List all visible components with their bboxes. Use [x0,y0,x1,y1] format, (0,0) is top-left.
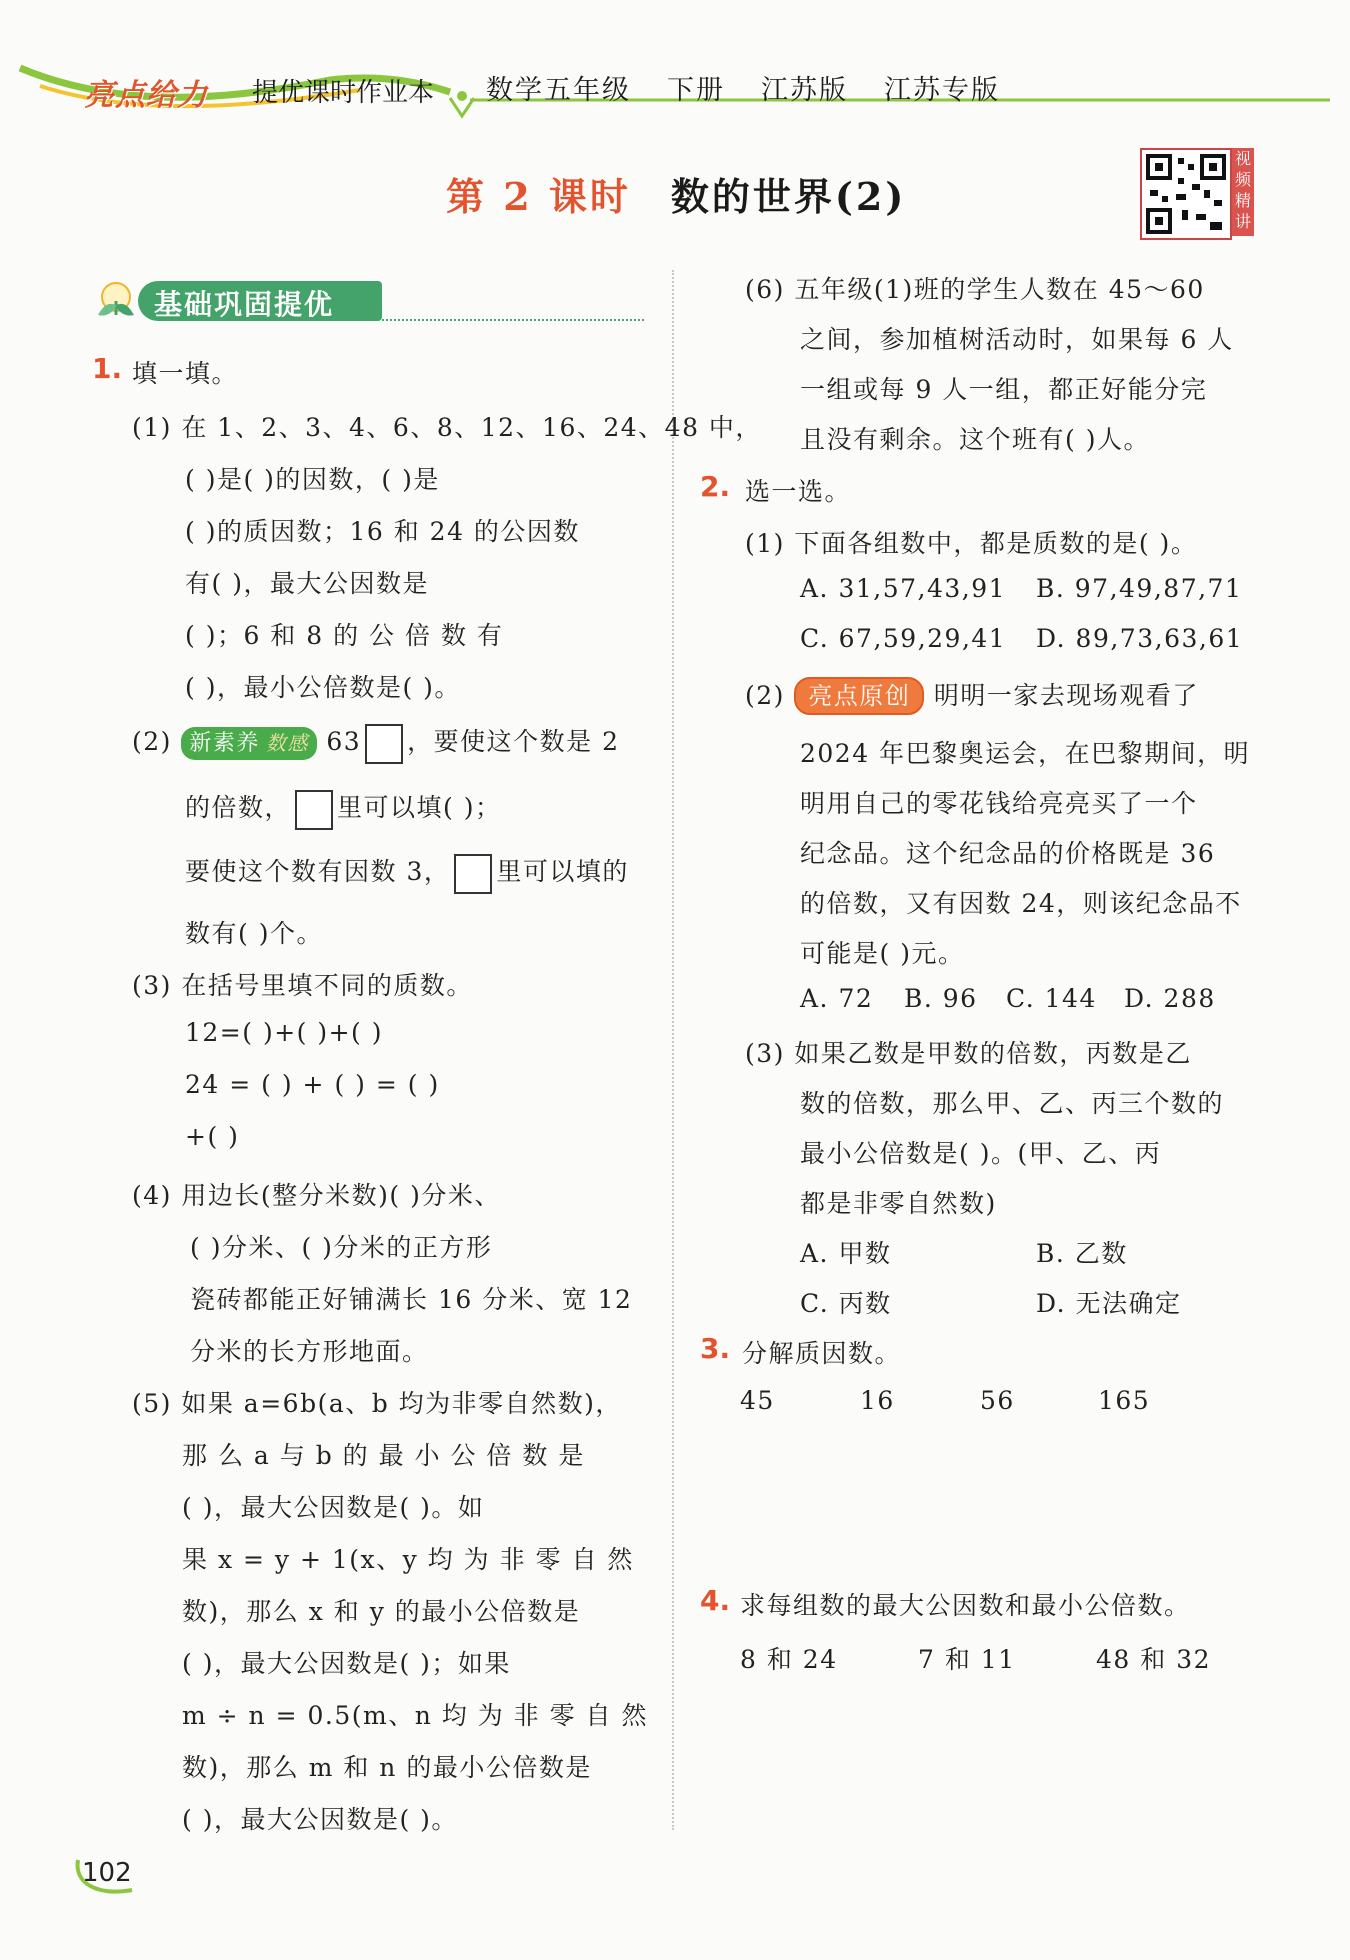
q1-2-text: 的倍数， [185,793,292,822]
tag-sub: 数感 [265,731,309,755]
q1-5-line: 果 x = y + 1(x、y 均 为 非 零 自 然 [182,1545,634,1574]
q1-2-label: (2) [132,727,172,756]
new-literacy-tag [181,727,317,760]
brand-logo: 亮点给力 [84,78,208,113]
q2-title: 选一选。 [745,477,852,506]
book-grade: 数学五年级 [486,75,631,106]
q1-5-line: 数)，那么 x 和 y 的最小公倍数是 [182,1597,581,1626]
q1-1-line: ( )，最小公倍数是( )。 [185,673,461,702]
q1-2-line2 [185,788,501,830]
q1-5-line: ( )，最大公因数是( )；如果 [182,1649,511,1678]
question-number-3: 3. [700,1332,731,1365]
qr-image [1140,148,1232,240]
qr-code[interactable] [1140,148,1250,236]
q4-item: 7 和 11 [918,1645,1016,1674]
option-a[interactable]: A. 72 [800,984,874,1013]
q3-title: 分解质因数。 [742,1339,902,1368]
book-info [486,68,1000,107]
q1-6-line: 一组或每 9 人一组，都正好能分完 [800,375,1208,404]
q1-1-line: ( )的质因数；16 和 24 的公因数 [185,517,580,546]
sprout-icon [92,275,140,327]
q2-2-text: 明明一家去现场观看了 [933,681,1199,710]
q2-3-line: 都是非零自然数) [800,1189,997,1218]
q1-4-line: ( )分米、( )分米的正方形 [190,1233,493,1262]
section-banner [92,275,644,327]
q1-2-line3 [185,852,629,894]
header [0,40,1350,150]
q2-1-stem: (1) 下面各组数中，都是质数的是( )。 [745,529,1198,558]
q1-6-line: (6) 五年级(1)班的学生人数在 45～60 [745,275,1205,304]
section-title: 基础巩固提优 [154,288,335,321]
q1-3-line: 12=( )+( )+( ) [185,1018,384,1047]
q1-3-line: 24 = ( ) + ( ) = ( ) [185,1070,440,1099]
lesson-number: 第 2 课时 [446,174,631,219]
q1-2-line4: 数有( )个。 [185,919,323,948]
q2-2-line: 明用自己的零花钱给亮亮买了一个 [800,789,1198,818]
option-a[interactable]: A. 31,57,43,91 [800,574,1007,603]
answer-box[interactable] [365,724,403,764]
q1-5-line: (5) 如果 a=6b(a、b 均为非零自然数)， [132,1389,622,1418]
q3-item: 16 [860,1386,895,1415]
q1-5-line: 那 么 a 与 b 的 最 小 公 倍 数 是 [182,1441,585,1470]
q1-6-line: 且没有剩余。这个班有( )人。 [800,425,1150,454]
q4-item: 48 和 32 [1096,1645,1212,1674]
option-d[interactable]: D. 288 [1124,984,1216,1013]
q1-title: 填一填。 [132,359,239,388]
question-number-1: 1. [92,352,123,385]
column-divider [672,270,674,1830]
q1-3-line: +( ) [185,1122,240,1151]
option-b[interactable]: B. 96 [904,984,978,1013]
book-subtitle: 提优课时作业本 [252,78,435,108]
q1-4-line: 瓷砖都能正好铺满长 16 分米、宽 12 [190,1285,633,1314]
option-d[interactable]: D. 89,73,63,61 [1036,624,1244,653]
q1-1-line: ( )；6 和 8 的 公 倍 数 有 [185,621,504,650]
qr-pattern-icon [1142,150,1230,238]
q2-2-line: 2024 年巴黎奥运会，在巴黎期间，明 [800,739,1251,768]
q1-1-line: 有( )，最大公因数是 [185,569,429,598]
option-d[interactable]: D. 无法确定 [1036,1289,1182,1318]
answer-box[interactable] [295,790,333,830]
option-c[interactable]: C. 144 [1006,984,1097,1013]
q1-6-line: 之间，参加植树活动时，如果每 6 人 [800,325,1234,354]
q1-5-line: ( )，最大公因数是( )。 [182,1805,458,1834]
q1-1-line: ( )是( )的因数，( )是 [185,465,440,494]
q4-title: 求每组数的最大公因数和最小公倍数。 [740,1591,1191,1620]
q3-item: 45 [740,1386,775,1415]
q1-2-text: 里可以填的 [496,857,629,886]
q1-2-line1 [132,722,620,764]
lesson-title [446,166,906,221]
q1-2-text: ，要使这个数是 2 [407,727,620,756]
answer-box[interactable] [454,854,492,894]
q2-2-line: 纪念品。这个纪念品的价格既是 36 [800,839,1216,868]
option-c[interactable]: C. 丙数 [800,1289,892,1318]
tag-text: 新素养 [189,731,260,756]
q1-4-line: (4) 用边长(整分米数)( )分米、 [132,1181,501,1210]
question-number-4: 4. [700,1584,731,1617]
q2-3-line: (3) 如果乙数是甲数的倍数，丙数是乙 [745,1039,1192,1068]
page-number: 102 [82,1858,132,1888]
q1-5-line: ( )，最大公因数是( )。如 [182,1493,485,1522]
qr-label: 视频精讲 [1232,148,1254,236]
q2-3-line: 数的倍数，那么甲、乙、丙三个数的 [800,1089,1225,1118]
q1-3-line: (3) 在括号里填不同的质数。 [132,971,473,1000]
q1-2-text: 里可以填( )； [337,793,502,822]
q2-2-line: 的倍数，又有因数 24，则该纪念品不 [800,889,1242,918]
original-tag: 亮点原创 [794,677,924,715]
option-b[interactable]: B. 乙数 [1036,1239,1128,1268]
q2-2-line: 可能是( )元。 [800,939,965,968]
option-b[interactable]: B. 97,49,87,71 [1036,574,1243,603]
book-edition: 江苏版 [761,75,848,106]
q3-item: 165 [1098,1386,1151,1415]
q1-2-text: 要使这个数有因数 3， [185,857,451,886]
banner-dotted-line [382,319,644,321]
lesson-name: 数的世界(2) [670,174,907,219]
q2-2-line1 [745,676,1199,715]
q2-3-line: 最小公倍数是( )。(甲、乙、丙 [800,1139,1162,1168]
q1-4-line: 分米的长方形地面。 [190,1337,429,1366]
q2-2-label: (2) [745,681,785,710]
q1-5-line: 数)，那么 m 和 n 的最小公倍数是 [182,1753,592,1782]
q3-item: 56 [980,1386,1015,1415]
option-a[interactable]: A. 甲数 [800,1239,892,1268]
option-c[interactable]: C. 67,59,29,41 [800,624,1007,653]
q4-item: 8 和 24 [740,1645,838,1674]
question-number-2: 2. [700,470,731,503]
book-volume: 下册 [667,75,725,106]
q1-5-line: m ÷ n = 0.5(m、n 均 为 非 零 自 然 [182,1701,648,1730]
q1-2-number: 63 [326,727,362,756]
q1-1-line: (1) 在 1、2、3、4、6、8、12、16、24、48 中， [132,413,762,442]
book-special: 江苏专版 [884,75,1000,106]
